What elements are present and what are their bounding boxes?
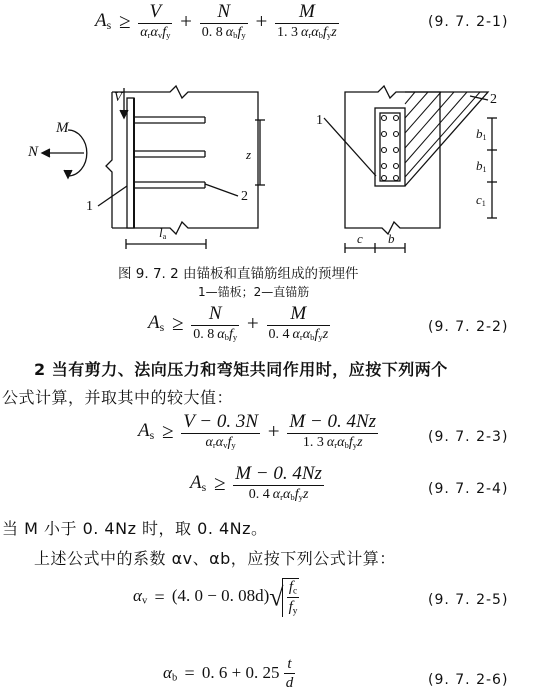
eq1-number: (9. 7. 2-1) — [428, 14, 509, 30]
eq5-root: $\frac{f_c}{f_y}$ — [282, 578, 300, 617]
eq5-lhs: $\alpha_v$ — [133, 586, 148, 607]
fig-label-1-left: 1 — [86, 199, 93, 214]
eq3-relation: ≥ — [161, 419, 174, 443]
eq2-plus: + — [246, 311, 259, 335]
eq1-plus-2: + — [255, 9, 268, 33]
fig-label-la: $l_a$ — [159, 225, 167, 241]
figure-caption-title: 图 9. 7. 2 由锚板和直锚筋组成的预埋件 — [118, 266, 359, 282]
eq6-number: (9. 7. 2-6) — [428, 672, 509, 688]
eq5-body: (4. 0 − 0. 08d) — [171, 586, 270, 606]
eq1-lhs: $A_s$ — [95, 9, 112, 32]
fig-label-b1-lower: $b_1$ — [476, 158, 487, 174]
left-anchor-plate — [127, 98, 134, 228]
eq4-relation: ≥ — [213, 471, 226, 495]
equation-9-7-2-4 — [190, 464, 324, 503]
fig-label-2-right: 2 — [490, 92, 497, 107]
eq6-body: 0. 6 + 0. 25 — [201, 662, 280, 682]
eq3-term2: $\frac{M - 0. 4Nz}{1. 3 \alpha_r\alpha_bf_yz}$ — [289, 411, 377, 451]
eq6-fraction: $\frac{t}{d}$ — [285, 656, 294, 691]
text-when-M-small: 当 M 小于 0. 4Nz 时，取 0. 4Nz。 — [2, 519, 268, 538]
eq1-relation: ≥ — [118, 9, 131, 33]
equation-9-7-2-6 — [163, 656, 295, 692]
fig-label-M: M — [56, 120, 69, 136]
fig-label-b1-upper: $b_1$ — [476, 126, 487, 142]
eq6-equals: = — [184, 663, 195, 684]
eq2-term2: $\frac{M}{0. 4 \alpha_r\alpha_bf_yz}$ — [268, 303, 329, 343]
eq1-plus-1: + — [180, 9, 193, 33]
eq2-relation: ≥ — [171, 311, 184, 335]
eq3-lhs: $A_s$ — [138, 419, 155, 442]
eq4-number: (9. 7. 2-4) — [428, 481, 509, 497]
text-coefficients: 上述公式中的系数 αv、αb，应按下列公式计算： — [34, 549, 396, 568]
fig-label-c: c — [357, 231, 363, 246]
eq6-lhs: $\alpha_b$ — [163, 662, 178, 684]
fig-label-c1: $c_1$ — [476, 192, 486, 208]
fig-label-z: z — [246, 147, 252, 162]
eq3-number: (9. 7. 2-3) — [428, 429, 509, 445]
fig-label-b: b — [388, 231, 395, 246]
eq3-plus: + — [267, 419, 280, 443]
eq1-term2: $\frac{N}{0. 8 \alpha_bf_y}$ — [201, 1, 246, 41]
eq4-term: $\frac{M - 0. 4Nz}{0. 4 \alpha_r\alpha_bf_yz}$ — [235, 463, 322, 503]
fig-label-N: N — [28, 144, 39, 160]
figure-caption-legend: 1—锚板；2—直锚筋 — [198, 285, 310, 299]
embedded-part-figure — [0, 78, 534, 260]
eq5-equals: = — [154, 586, 165, 607]
equation-9-7-2-2 — [148, 304, 330, 343]
eq2-lhs: $A_s$ — [148, 311, 165, 334]
fig-label-1-right: 1 — [316, 113, 323, 128]
paragraph-2-line2: 公式计算，并取其中的较大值： — [2, 388, 234, 407]
fig-label-2-left: 2 — [241, 189, 248, 204]
eq1-term1: $\frac{V}{\alpha_r\alpha_vf_y}$ — [140, 1, 171, 41]
left-anchor-bars — [134, 117, 205, 188]
eq4-lhs: $A_s$ — [190, 471, 207, 494]
eq5-number: (9. 7. 2-5) — [428, 592, 509, 608]
eq1-term3: $\frac{M}{1. 3 \alpha_r\alpha_bf_yz}$ — [277, 1, 337, 41]
eq2-term1: $\frac{N}{0. 8 \alpha_bf_y}$ — [193, 303, 238, 343]
eq2-number: (9. 7. 2-2) — [428, 319, 509, 335]
eq3-term1: $\frac{V - 0. 3N}{\alpha_r\alpha_vf_y}$ — [183, 411, 258, 451]
equation-9-7-2-1 — [95, 2, 339, 41]
paragraph-2-line1: 2 当有剪力、法向压力和弯矩共同作用时，应按下列两个 — [34, 360, 448, 379]
fig-label-V: V — [114, 89, 122, 104]
equation-9-7-2-3 — [138, 412, 378, 451]
right-bar-sections — [382, 116, 399, 181]
equation-9-7-2-5: $\alpha_v = (4$. 0 − 0. 08d)√ $\frac{f_c}{f_y}$ — [133, 579, 298, 616]
